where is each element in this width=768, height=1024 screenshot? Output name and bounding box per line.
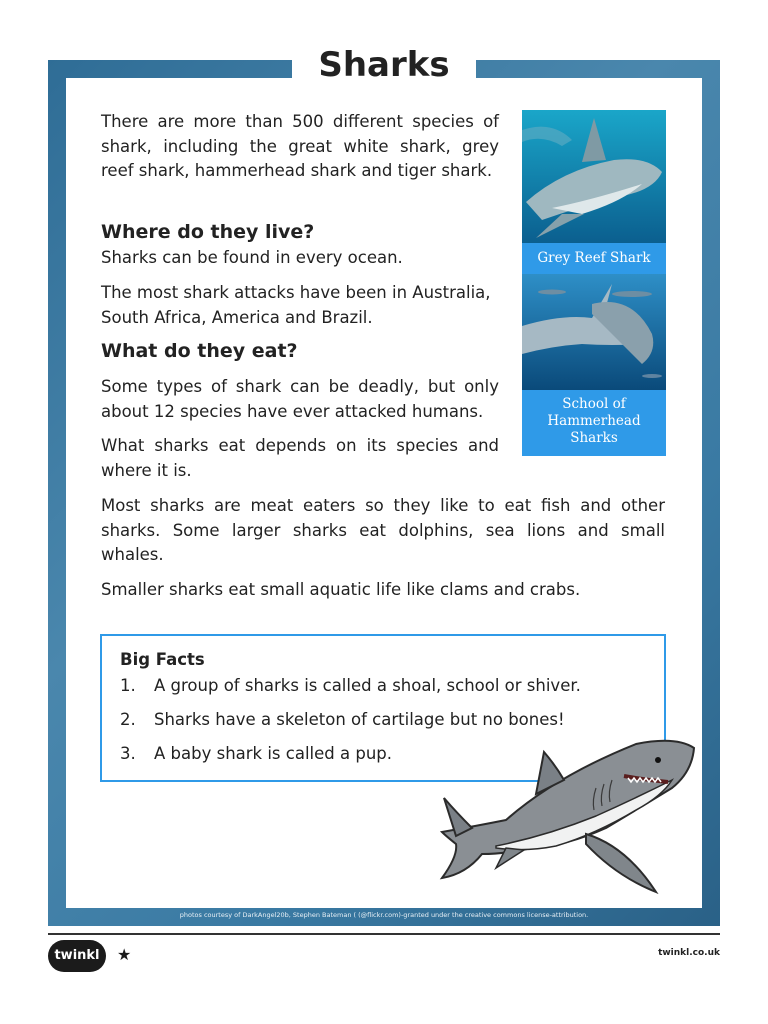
eat-paragraph-2: What sharks eat depends on its species and where it is. bbox=[101, 436, 499, 480]
where-paragraph-2: The most shark attacks have been in Australia, South Africa, America and Brazil. bbox=[101, 283, 491, 327]
page-title: Sharks bbox=[318, 45, 450, 85]
photo-credit: photos courtesy of DarkAngel20b, Stephen Bateman ( (@flickr.com)-granted under the creative commons license-attribution. bbox=[179, 911, 589, 919]
eat-paragraph-1: Some types of shark can be deadly, but only about 12 species have ever attacked humans. bbox=[101, 377, 499, 421]
grey-reef-shark-caption: Grey Reef Shark bbox=[522, 243, 666, 274]
where-heading: Where do they live? bbox=[101, 221, 315, 243]
hammerhead-caption bbox=[522, 390, 666, 456]
fact-text: Sharks have a skeleton of cartilage but no bones! bbox=[154, 710, 565, 729]
footer-url: twinkl.co.uk bbox=[658, 948, 720, 958]
fact-text: A baby shark is called a pup. bbox=[154, 744, 393, 763]
eat-paragraph-3: Most sharks are meat eaters so they like to eat fish and other sharks. Some larger sharks eat dolphins, sea lions and small whales. bbox=[101, 496, 665, 564]
great-white-shark-illustration bbox=[436, 736, 698, 898]
fact-number: 3. bbox=[120, 744, 136, 763]
title-plate bbox=[292, 42, 476, 94]
big-facts-title: Big Facts bbox=[120, 650, 205, 669]
fact-text: A group of sharks is called a shoal, school or shiver. bbox=[154, 676, 581, 695]
eat-heading: What do they eat? bbox=[101, 340, 298, 362]
grey-reef-shark-photo bbox=[522, 110, 666, 243]
hammerhead-photo bbox=[522, 274, 666, 390]
twinkl-logo: twinkl bbox=[48, 940, 106, 972]
star-icon: ★ bbox=[117, 945, 132, 964]
hammerhead-caption-text: School of Hammerhead Sharks bbox=[547, 396, 641, 446]
fact-number: 1. bbox=[120, 676, 136, 695]
intro-paragraph: There are more than 500 different species of shark, including the great white shark, grey reef shark, hammerhead shark and tiger shark. bbox=[101, 112, 499, 180]
fact-item bbox=[120, 744, 392, 763]
footer-divider bbox=[48, 933, 720, 935]
where-paragraph-1: Sharks can be found in every ocean. bbox=[101, 248, 403, 267]
fact-item bbox=[120, 676, 581, 695]
fact-item bbox=[120, 710, 565, 729]
fact-number: 2. bbox=[120, 710, 136, 729]
eat-paragraph-4: Smaller sharks eat small aquatic life like clams and crabs. bbox=[101, 580, 581, 599]
